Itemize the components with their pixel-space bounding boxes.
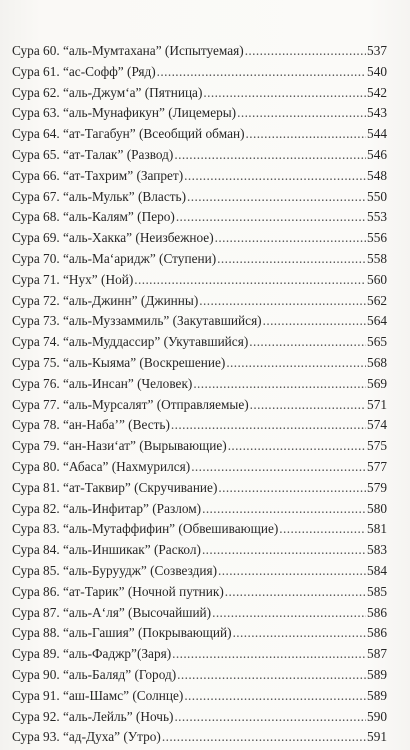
toc-entry-page-number: 586 (367, 625, 387, 641)
toc-entry-title: Сура 65. “ат-Талак” (Развод) (12, 146, 174, 162)
dot-leader (134, 270, 366, 291)
toc-entry (12, 436, 387, 457)
toc-entry-page-number: 548 (367, 167, 387, 183)
toc-entry (12, 145, 387, 166)
toc-entry-page-number: 586 (367, 604, 387, 620)
toc-entry-page-number: 553 (367, 209, 387, 225)
toc-entry (12, 582, 387, 603)
toc-entry (12, 332, 387, 353)
toc-entry-title: Сура 68. “аль-Калям” (Перо) (12, 209, 175, 225)
dot-leader (203, 83, 366, 104)
toc-entry-page-number: 546 (367, 146, 387, 162)
toc-entry (12, 311, 387, 332)
toc-entry-title: Сура 89. “аль-Фаджр”(Заря) (12, 646, 172, 662)
toc-entry-page-number: 579 (367, 479, 387, 495)
toc-entry-title: Сура 60. “аль-Мумтахана” (Испытуемая) (12, 43, 244, 58)
toc-entry-page-number: 580 (367, 500, 387, 516)
toc-entry (12, 395, 387, 416)
toc-entry-page-number: 565 (367, 334, 387, 350)
toc-entry-page-number: 540 (367, 63, 387, 79)
toc-entry-title: Сура 71. “Нух” (Ной) (12, 271, 134, 287)
dot-leader (233, 623, 366, 644)
toc-entry-title: Сура 62. “аль-Джумʻа” (Пятница) (12, 84, 203, 100)
toc-entry-page-number: 568 (367, 354, 387, 370)
toc-entry (12, 228, 387, 249)
dot-leader (225, 582, 366, 603)
toc-entry-page-number: 571 (367, 396, 387, 412)
toc-entry-title: Сура 78. “ан-Набаʼ” (Весть) (12, 417, 170, 433)
toc-entry (12, 499, 387, 520)
toc-entry (12, 83, 387, 104)
toc-entry (12, 62, 387, 83)
toc-entry-title: Сура 90. “аль-Баляд” (Город) (12, 666, 177, 682)
toc-entry (12, 457, 387, 478)
table-of-contents (12, 41, 387, 748)
toc-entry-page-number: 550 (367, 188, 387, 204)
dot-leader (193, 374, 366, 395)
dot-leader (184, 166, 366, 187)
dot-leader (172, 644, 366, 665)
toc-entry-title: Сура 88. “аль-Гашия” (Покрывающий) (12, 625, 232, 641)
toc-entry-title: Сура 75. “аль-Кыяма” (Воскрешение) (12, 354, 226, 370)
dot-leader (218, 561, 366, 582)
toc-entry (12, 707, 387, 728)
toc-entry-page-number: 537 (367, 43, 387, 58)
toc-entry-title: Сура 73. “аль-Муззаммиль” (Закутавшийся) (12, 313, 262, 329)
toc-entry (12, 270, 387, 291)
dot-leader (237, 103, 366, 124)
toc-entry (12, 623, 387, 644)
dot-leader (187, 187, 366, 208)
dot-leader (250, 395, 366, 416)
toc-entry (12, 603, 387, 624)
dot-leader (263, 311, 366, 332)
toc-entry-page-number: 574 (367, 417, 387, 433)
dot-leader (174, 145, 366, 166)
toc-entry-title: Сура 87. “аль-Аʻля” (Высочайший) (12, 604, 212, 620)
toc-entry-page-number: 542 (367, 84, 387, 100)
toc-entry (12, 478, 387, 499)
toc-entry-page-number: 587 (367, 646, 387, 662)
toc-entry-page-number: 556 (367, 230, 387, 246)
toc-entry-title: Сура 74. “аль-Муддассир” (Укутавшийся) (12, 334, 249, 350)
dot-leader (226, 353, 366, 374)
toc-entry (12, 727, 387, 748)
toc-entry-page-number: 589 (367, 666, 387, 682)
toc-entry (12, 644, 387, 665)
toc-entry (12, 686, 387, 707)
toc-entry-page-number: 589 (367, 687, 387, 703)
toc-entry-page-number: 584 (367, 562, 387, 578)
toc-entry (12, 519, 387, 540)
toc-entry-title: Сура 72. “аль-Джинн” (Джинны) (12, 292, 199, 308)
toc-entry-title: Сура 76. “аль-Инсан” (Человек) (12, 375, 193, 391)
toc-entry-title: Сура 82. “аль-Инфитар” (Разлом) (12, 500, 202, 516)
toc-entry-page-number: 558 (367, 250, 387, 266)
toc-entry-title: Сура 64. “ат-Тагабун” (Всеобщий обман) (12, 126, 245, 142)
toc-entry-title: Сура 67. “аль-Мульк” (Власть) (12, 188, 187, 204)
dot-leader (218, 478, 366, 499)
dot-leader (228, 436, 366, 457)
toc-entry (12, 665, 387, 686)
toc-entry (12, 540, 387, 561)
toc-entry (12, 353, 387, 374)
dot-leader (279, 519, 366, 540)
dot-leader (199, 291, 366, 312)
toc-entry-page-number: 564 (367, 313, 387, 329)
toc-entry-title: Сура 91. “аш-Шамс” (Солнце) (12, 687, 184, 703)
toc-entry-title: Сура 84. “аль-Иншикак” (Раскол) (12, 542, 201, 558)
toc-entry-page-number: 581 (367, 521, 387, 537)
dot-leader (215, 228, 366, 249)
toc-entry (12, 124, 387, 145)
toc-entry-title: Сура 80. “Абаса” (Нахмурился) (12, 458, 191, 474)
toc-entry-page-number: 543 (367, 105, 387, 121)
toc-entry-title: Сура 63. “аль-Мунафикун” (Лицемеры) (12, 105, 237, 121)
dot-leader (191, 457, 366, 478)
toc-entry-title: Сура 79. “ан-Назиʻат” (Вырывающие) (12, 438, 227, 454)
toc-entry (12, 207, 387, 228)
toc-entry-title: Сура 81. “ат-Таквир” (Скручивание) (12, 479, 218, 495)
toc-entry-title: Сура 70. “аль-Маʻаридж” (Ступени) (12, 250, 217, 266)
dot-leader (174, 707, 366, 728)
dot-leader (176, 207, 366, 228)
dot-leader (162, 727, 366, 748)
toc-entry-title: Сура 86. “ат-Тарик” (Ночной путник) (12, 583, 224, 599)
dot-leader (249, 332, 366, 353)
toc-entry (12, 41, 387, 62)
toc-entry-page-number: 544 (367, 126, 387, 142)
toc-entry-title: Сура 92. “аль-Лейль” (Ночь) (12, 708, 174, 724)
toc-entry-page-number: 585 (367, 583, 387, 599)
toc-entry (12, 187, 387, 208)
toc-entry-page-number: 569 (367, 375, 387, 391)
toc-entry (12, 561, 387, 582)
dot-leader (171, 415, 366, 436)
toc-entry (12, 166, 387, 187)
dot-leader (202, 540, 366, 561)
toc-entry (12, 415, 387, 436)
toc-entry-title: Сура 85. “аль-Буруудж” (Созвездия) (12, 562, 218, 578)
toc-entry-title: Сура 93. “ад-Духа” (Утро) (12, 729, 161, 745)
toc-entry-page-number: 590 (367, 708, 387, 724)
dot-leader (177, 665, 366, 686)
toc-entry-page-number: 583 (367, 542, 387, 558)
toc-entry-page-number: 560 (367, 271, 387, 287)
toc-entry-page-number: 575 (367, 438, 387, 454)
dot-leader (212, 603, 366, 624)
toc-entry-title: Сура 61. “ас-Софф” (Ряд) (12, 63, 156, 79)
toc-entry (12, 291, 387, 312)
toc-entry-page-number: 562 (367, 292, 387, 308)
toc-entry-title: Сура 77. “аль-Мурсалят” (Отправляемые) (12, 396, 249, 412)
toc-entry-page-number: 577 (367, 458, 387, 474)
toc-entry-title: Сура 69. “аль-Хакка” (Неизбежное) (12, 230, 214, 246)
toc-entry-title: Сура 83. “аль-Мутаффифин” (Обвешивающие) (12, 521, 279, 537)
toc-entry-title: Сура 66. “ат-Тахрим” (Запрет) (12, 167, 184, 183)
toc-entry (12, 103, 387, 124)
toc-entry (12, 374, 387, 395)
toc-entry (12, 249, 387, 270)
dot-leader (245, 41, 366, 62)
dot-leader (246, 124, 367, 145)
dot-leader (157, 62, 366, 83)
dot-leader (184, 686, 366, 707)
dot-leader (217, 249, 366, 270)
toc-entry-page-number: 591 (367, 729, 387, 745)
dot-leader (202, 499, 366, 520)
